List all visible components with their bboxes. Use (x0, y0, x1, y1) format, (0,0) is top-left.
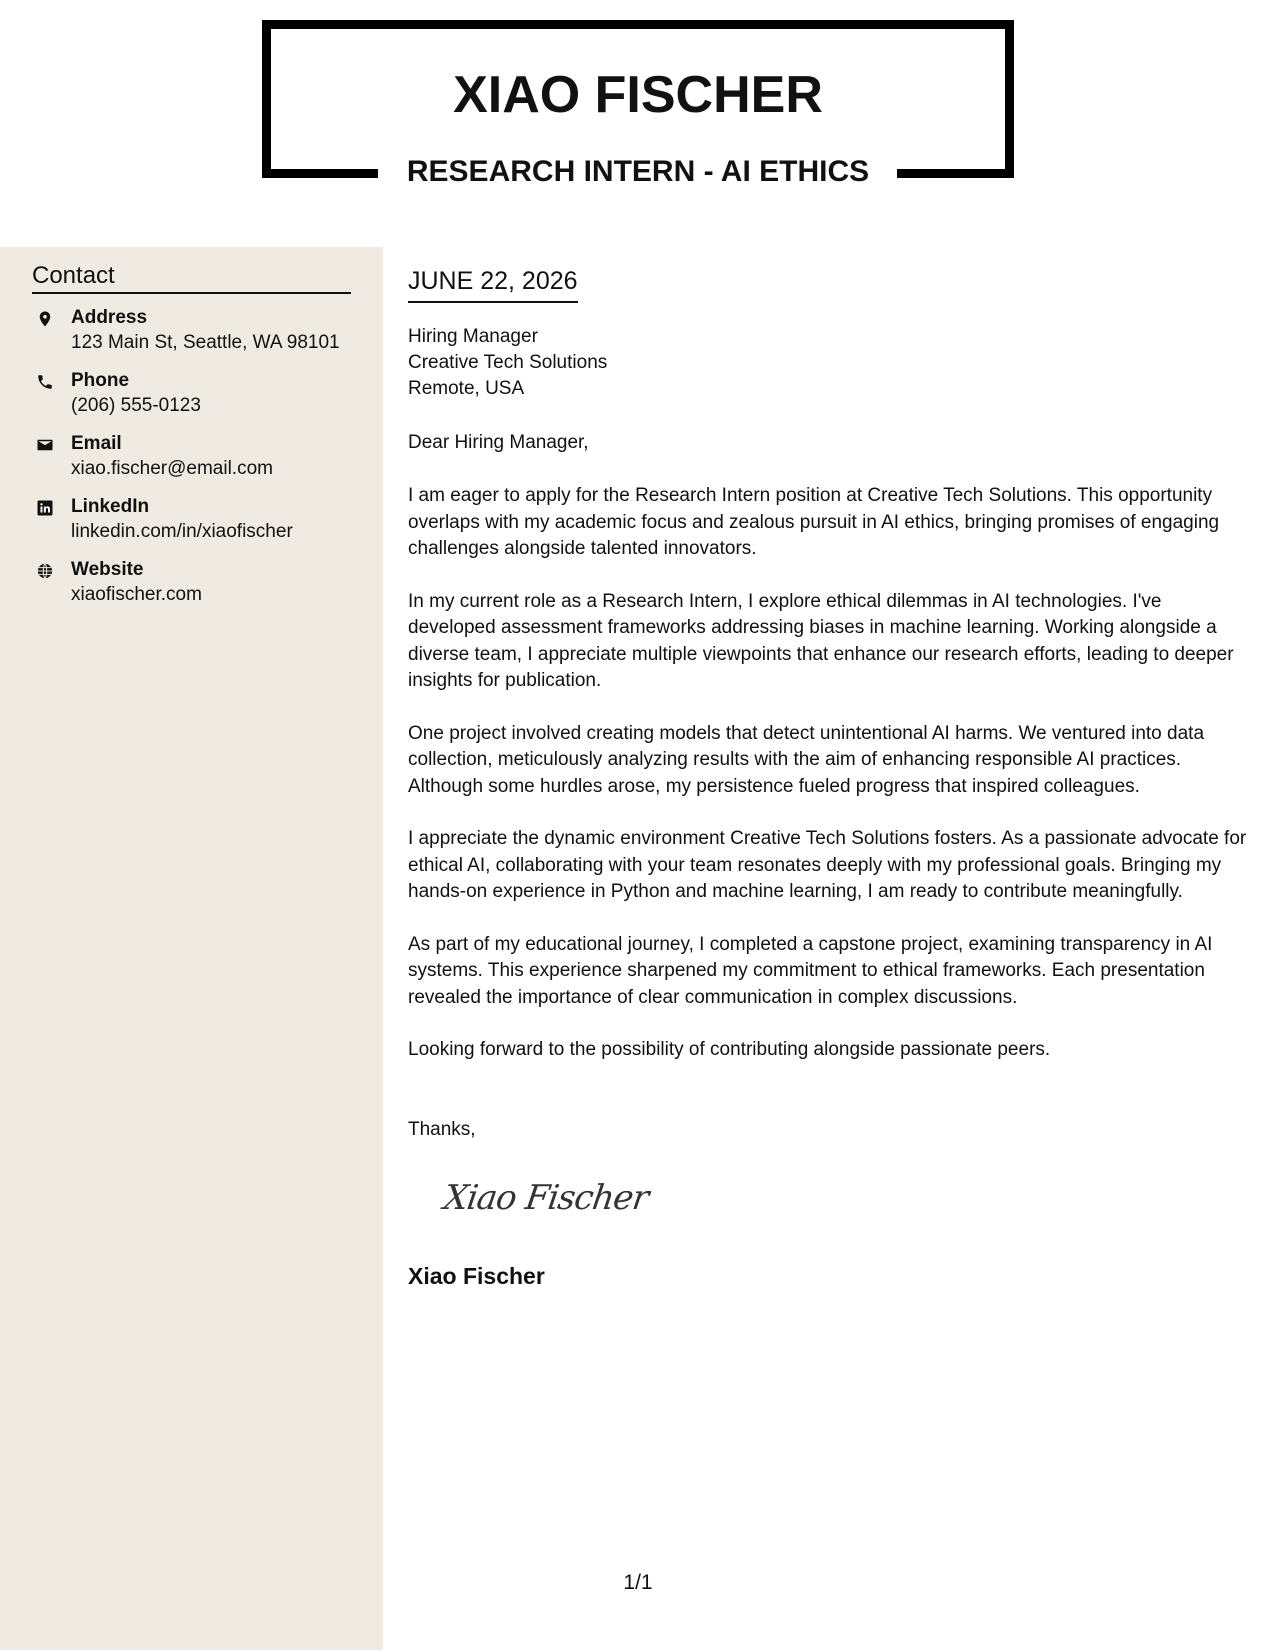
page-number: 1/1 (623, 1571, 653, 1594)
recipient-line: Hiring Manager (408, 326, 538, 347)
phone-icon (36, 373, 54, 391)
recipient-line: Remote, USA (408, 378, 525, 399)
body-paragraph: I appreciate the dynamic environment Creative Tech Solutions fosters. As a passionate advocate for ethical AI, collaborating with your team resonates deeply with my professional goals. Bringing my hands-on experience in Python and machine learning, I am ready to contribute meaningfully. (408, 828, 1247, 902)
signer-name: Xiao Fischer (408, 1263, 545, 1289)
contact-label: Email (71, 433, 122, 454)
body-paragraph: Looking forward to the possibility of contributing alongside passionate peers. (408, 1039, 1051, 1060)
address-value: 123 Main St, Seattle, WA 98101 (71, 332, 340, 353)
map-pin-icon (36, 310, 54, 328)
body-paragraph: In my current role as a Research Intern, I explore ethical dilemmas in AI technologies. I've developed assessment frameworks addressing biases in machine learning. Working alongside a diverse team, I appreciate multiple viewpoints that enhance our research efforts, leading to deeper insights for publication. (408, 590, 1234, 691)
linkedin-value: linkedin.com/in/xiaofischer (71, 521, 293, 542)
body-paragraph: I am eager to apply for the Research Intern position at Creative Tech Solutions. This opportunity overlaps with my academic focus and zealous pursuit in AI ethics, bringing promises of engaging challenges alongside talented innovators. (408, 485, 1220, 559)
contact-heading: Contact (32, 262, 351, 294)
recipient-block (408, 324, 607, 402)
contact-label: Website (71, 559, 144, 580)
candidate-name: XIAO FISCHER (453, 66, 823, 124)
linkedin-icon (36, 499, 54, 517)
salutation: Dear Hiring Manager, (408, 432, 589, 453)
closing: Thanks, (408, 1119, 476, 1140)
globe-icon (36, 562, 54, 580)
phone-value: (206) 555-0123 (71, 395, 201, 416)
body-paragraph: As part of my educational journey, I completed a capstone project, examining transparency in AI systems. This experience sharpened my commitment to ethical frameworks. Each presentation revealed the importance of clear communication in complex discussions. (408, 933, 1213, 1008)
website-value: xiaofischer.com (71, 584, 202, 605)
recipient-line: Creative Tech Solutions (408, 352, 608, 373)
job-title: RESEARCH INTERN - AI ETHICS (406, 155, 870, 188)
contact-label: Address (71, 307, 148, 328)
handwritten-signature: Xiao Fischer (441, 1178, 651, 1218)
body-paragraph: One project involved creating models that detect unintentional AI harms. We ventured into data collection, meticulously analyzing results with the aim of enhancing responsible AI practices. Although some hurdles arose, my persistence fueled progress that inspired colleagues. (408, 722, 1205, 797)
letter-date: JUNE 22, 2026 (408, 266, 578, 303)
envelope-icon (36, 436, 54, 454)
contact-label: LinkedIn (71, 496, 150, 517)
contact-label: Phone (71, 370, 130, 391)
email-value: xiao.fischer@email.com (71, 458, 273, 479)
letter-body (408, 483, 1250, 1090)
